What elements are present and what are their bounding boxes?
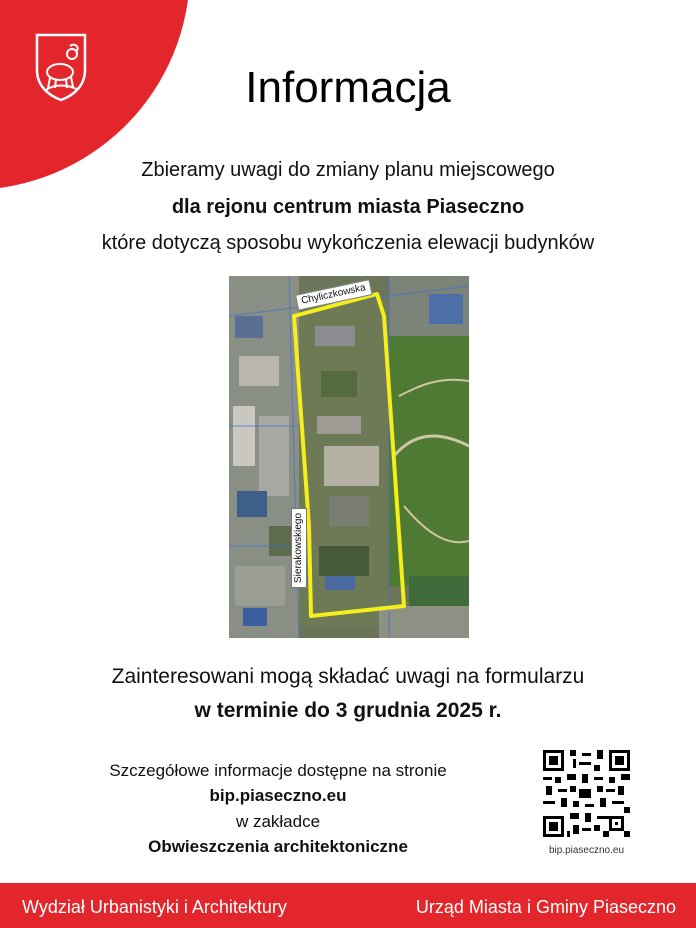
details-line-3: w zakładce <box>235 812 321 831</box>
intro-line-2: dla rejonu centrum miasta Piaseczno <box>171 196 525 218</box>
street-label-north: Chyliczkowska <box>295 279 372 310</box>
details-url[interactable]: bip.piaseczno.eu <box>209 786 347 805</box>
qr-caption: bip.piaseczno.eu <box>548 845 625 856</box>
details-section: Obwieszczenia architektoniczne <box>148 837 408 856</box>
page-title: Informacja <box>245 63 451 112</box>
footer-office: Urząd Miasta i Gminy Piaseczno <box>415 897 676 917</box>
street-label-west: Sierakowskiego <box>291 508 307 588</box>
footer-bar <box>0 883 696 928</box>
area-map <box>229 276 469 638</box>
notice-deadline: w terminie do 3 grudnia 2025 r. <box>194 699 502 722</box>
details-line-1: Szczegółowe informacje dostępne na stronie <box>109 761 447 780</box>
intro-line-3: które dotyczą sposobu wykończenia elewacji budynków <box>101 232 595 254</box>
notice-line-1: Zainteresowani mogą składać uwagi na formularzu <box>111 665 585 688</box>
qr-code-icon[interactable] <box>543 750 630 837</box>
aerial-map-image <box>229 276 469 638</box>
footer-department: Wydział Urbanistyki i Architektury <box>22 897 287 917</box>
intro-line-1: Zbieramy uwagi do zmiany planu miejscowego <box>141 159 555 181</box>
